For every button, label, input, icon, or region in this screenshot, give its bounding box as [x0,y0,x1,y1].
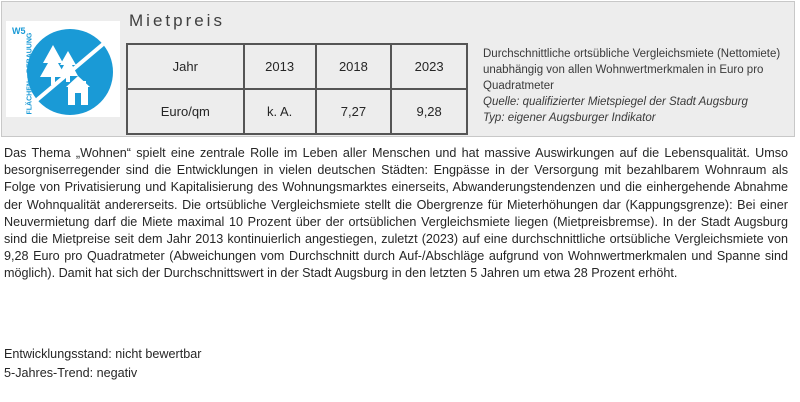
description-type: Typ: eigener Augsburger Indikator [483,112,656,124]
table-cell: 2013 [244,44,316,89]
development-status: Entwicklungsstand: nicht bewertbar [4,347,202,361]
body-paragraph: Das Thema „Wohnen“ spielt eine zentrale Rolle im Leben aller Menschen und hat massive Auswirkungen auf die Lebensqualität. Umso besorgniserregender sind die Entwicklungen in vielen deutschen Städten: Engpässe in der Versorgung mit bezahlbarem Wohnraum als Folge von Privatisierung und Kapitalisierung des Wohnungsmarktes einerseits, Abwanderungstendenzen und die einhergehende Abnahme der Wohnqualität andererseits. Die ortsübliche Vergleichsmiete stellt die Obergrenze für Mieterhöhungen dar (Kappungsgrenze): Bei einer Neuvermietung darf die Miete maximal 10 Prozent über der ortsüblichen Vergleichsmiete liegen (Mietpreisbremse). In der Stadt Augsburg sind die Mietpreise seit dem Jahr 2013 kontinuierlich angestiegen, zuletzt (2023) auf eine durchschnittliche ortsübliche Vergleichsmiete von 9,28 Euro pro Quadratmeter (Abweichungen vom Durchschnitt durch Auf-/Abschläge aufgrund von Wohnwertmerkmalen und Spanne sind möglich). Damit hat sich der Durchschnittswert in der Stadt Augsburg in den letzten 5 Jahren um etwa 28 Prozent erhöht. [4,146,788,281]
table-cell: 7,27 [316,89,392,134]
table-header-row [127,44,467,89]
indicator-description [483,46,788,126]
table-cell: Euro/qm [127,89,244,134]
table-cell: 2023 [391,44,467,89]
table-cell: k. A. [244,89,316,134]
description-source: Quelle: qualifizierter Mietspiegel der Stadt Augsburg [483,96,748,108]
housing-nature-icon [6,21,120,117]
logo-code: W5 [12,26,26,36]
table-cell: 9,28 [391,89,467,134]
description-text: Durchschnittliche ortsübliche Vergleichsmiete (Nettomiete) unabhängig von allen Wohnwertmerkmalen in Euro pro Quadratmeter [483,48,781,92]
table-cell: 2018 [316,44,392,89]
trend-status: 5-Jahres-Trend: negativ [4,366,138,380]
indicator-table [126,43,468,135]
table-row [127,89,467,134]
page-title: Mietpreis [129,11,225,30]
table-cell: Jahr [127,44,244,89]
indicator-logo [6,21,120,117]
indicator-header [1,1,795,137]
